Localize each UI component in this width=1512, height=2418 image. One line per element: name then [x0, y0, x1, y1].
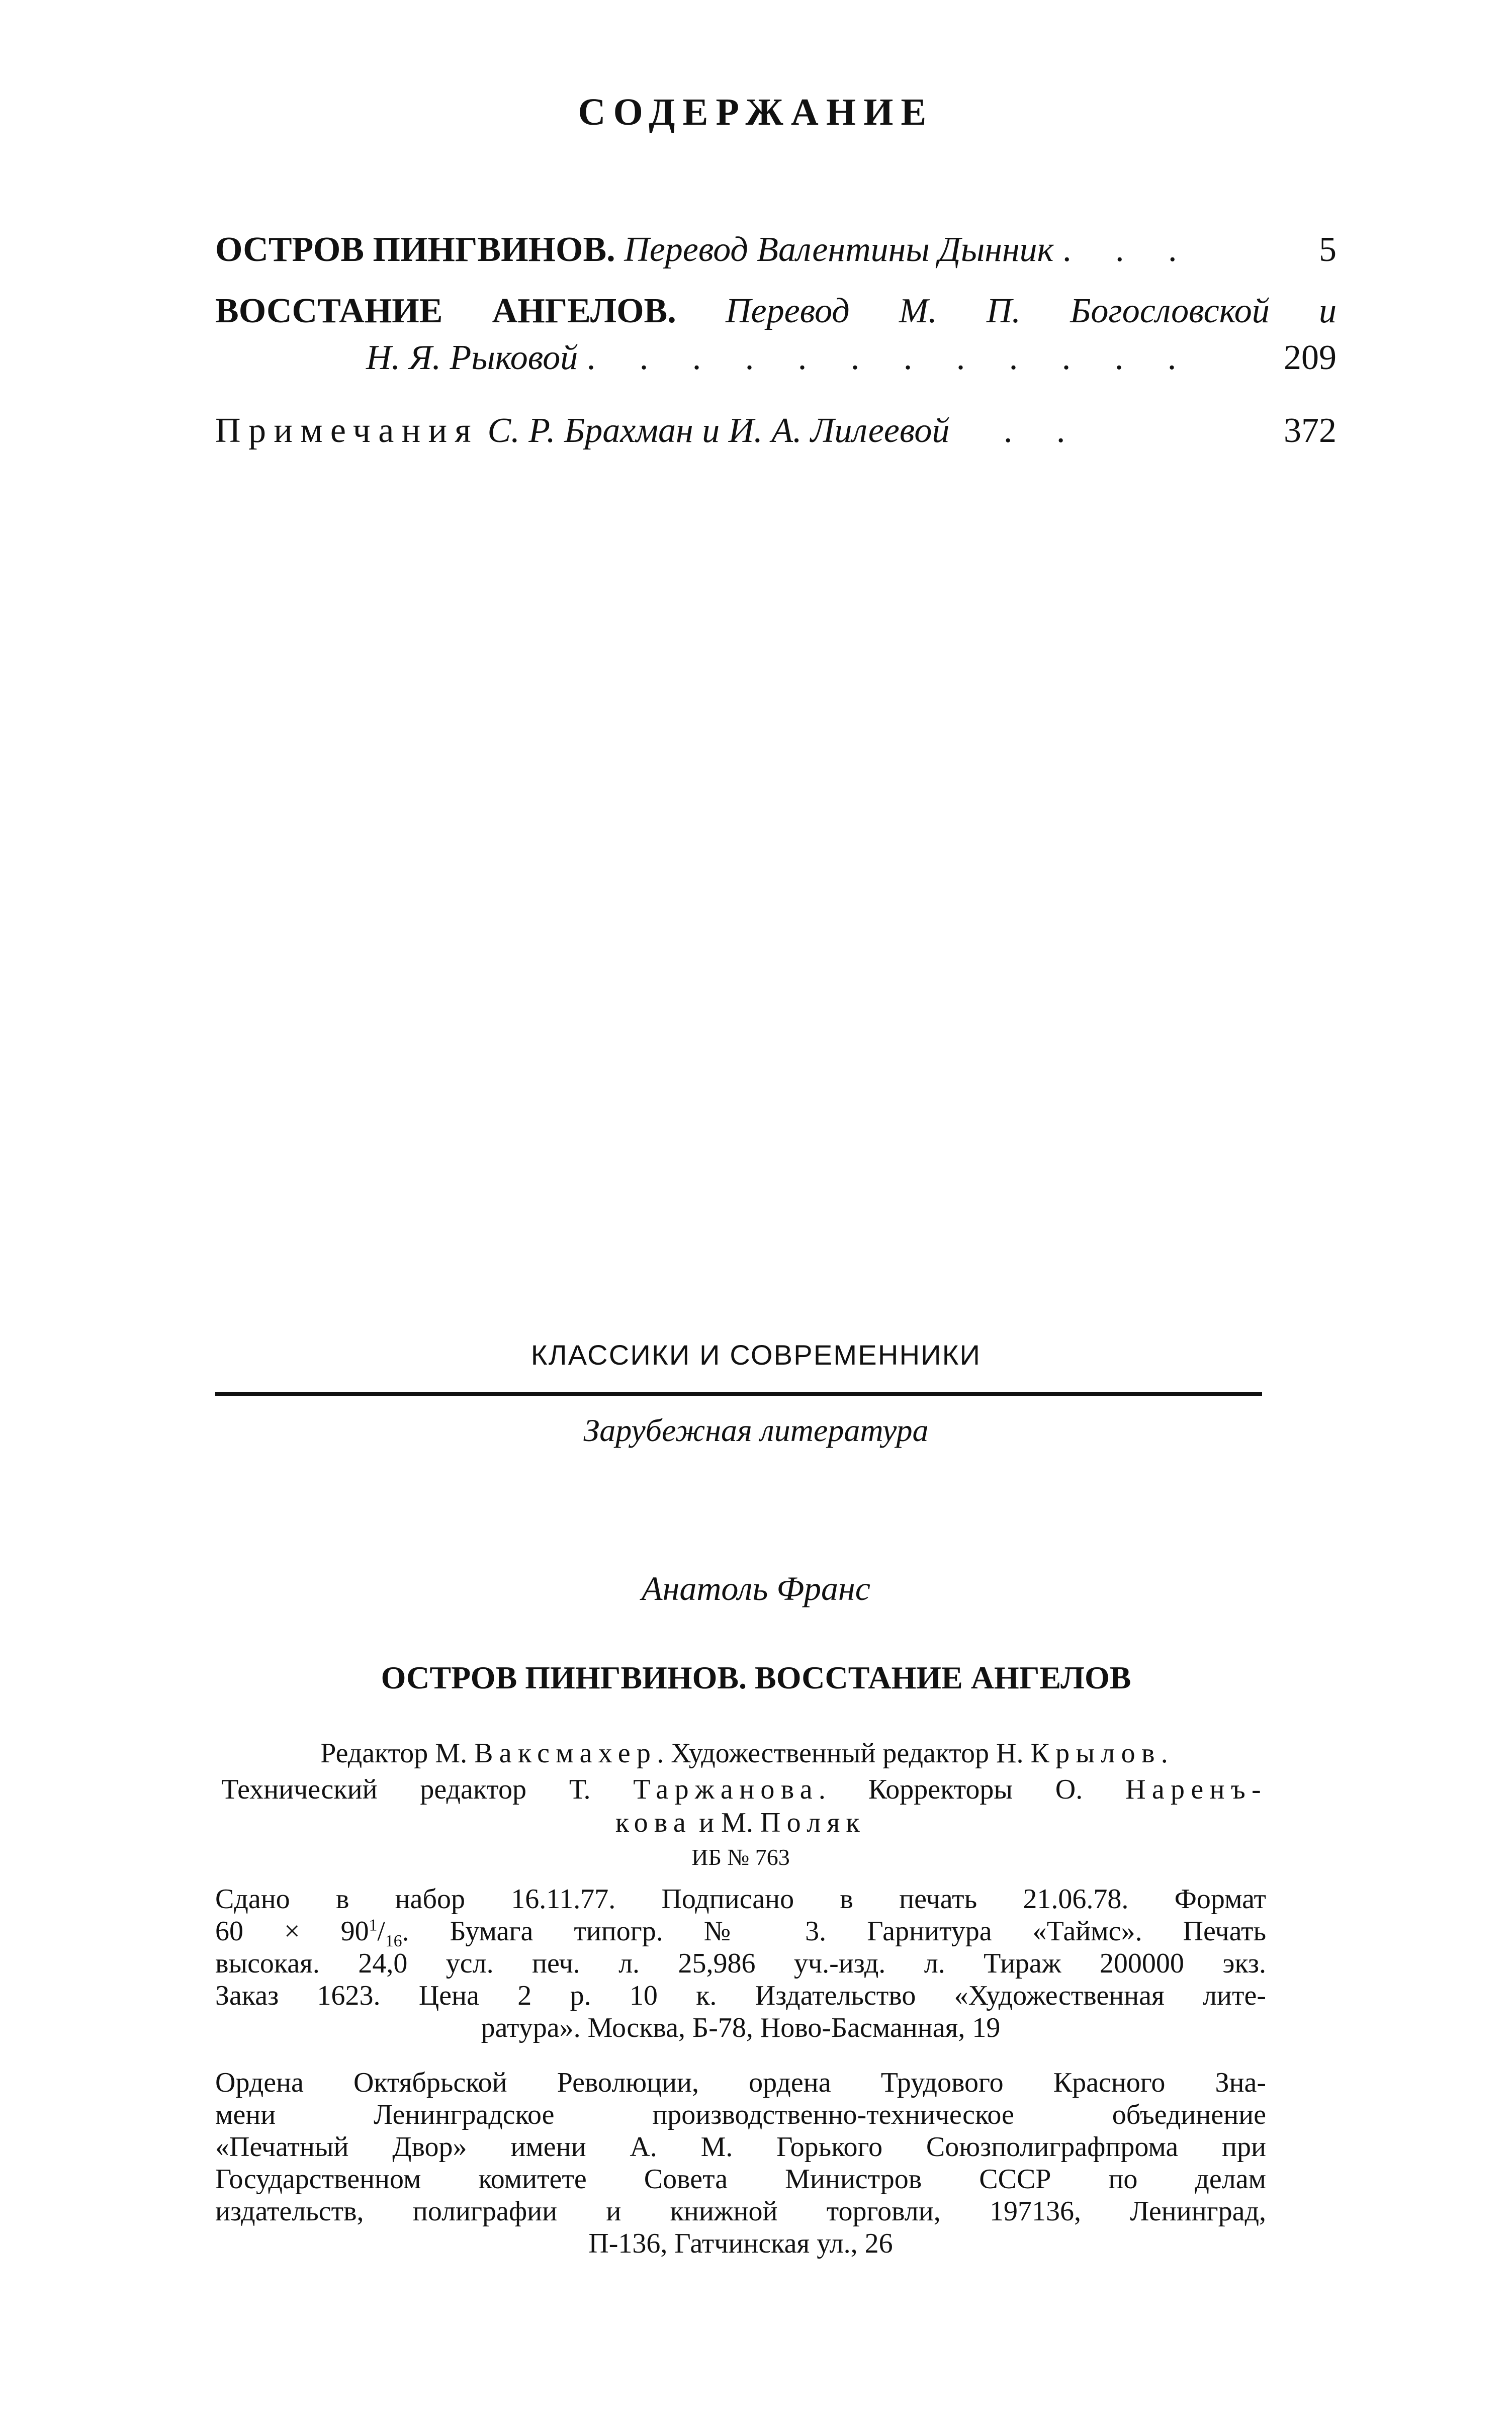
ib-number: ИБ № 763 [691, 1844, 790, 1870]
printer-line: мени Ленинградское производственно-техническое объединение [215, 2099, 1266, 2130]
editor-name: Поляк [760, 1807, 866, 1838]
editors-line [221, 1773, 1267, 1806]
print-details-line [215, 1915, 1266, 1951]
toc-credit: Перевод М. П. Богословской и [725, 292, 1337, 330]
print-details-line: высокая. 24,0 усл. печ. л. 25,986 уч.-изд. л. Тираж 200000 экз. [215, 1948, 1266, 1979]
toc-credit: Н. Я. Рыковой [366, 338, 578, 377]
editor-name: Крылов [1030, 1738, 1161, 1769]
print-details-line: Сдано в набор 16.11.77. Подписано в печать 21.06.78. Формат [215, 1884, 1266, 1915]
toc-entry [215, 226, 1337, 274]
print-details-text: . Бумага типогр. № 3. Гарнитура «Таймс». Печать [402, 1916, 1266, 1947]
toc-page-number: 209 [1284, 338, 1337, 377]
print-details-line: ратура». Москва, Б-78, Ново-Басманная, 19 [481, 2012, 1001, 2043]
editor-name: кова [615, 1807, 692, 1838]
toc-notes-label: Примечания [215, 411, 479, 450]
toc-work-title: ВОССТАНИЕ АНГЕЛОВ. [215, 292, 676, 330]
punctuation: . [1161, 1738, 1168, 1769]
editors-line [221, 1737, 1267, 1769]
toc-credit: С. Р. Брахман и И. А. Лилеевой [487, 411, 950, 450]
printer-line: Ордена Октябрьской Революции, ордена Трудового Красного Зна- [215, 2067, 1266, 2098]
editors-line [215, 1807, 1266, 1839]
toc-leader-dots: . . . [1062, 230, 1195, 269]
editor-name: Таржанова [633, 1774, 819, 1805]
editor-name: Ваксмахер [474, 1738, 657, 1769]
editor-role: Редактор М. [320, 1738, 468, 1769]
format-slash: / [377, 1916, 385, 1947]
editor-name: Наренъ- [1125, 1774, 1268, 1805]
toc-leader-dots: . . . . . . . . . . . . [586, 338, 1194, 377]
author-name: Анатоль Франс [642, 1569, 870, 1607]
book-title: ОСТРОВ ПИНГВИНОВ. ВОССТАНИЕ АНГЕЛОВ [381, 1660, 1131, 1695]
toc-work-title: ОСТРОВ ПИНГВИНОВ. [215, 230, 615, 269]
toc-leader-dots: . . [1003, 411, 1083, 450]
toc-page-number: 372 [1284, 411, 1337, 450]
toc-entry [215, 288, 1337, 335]
editor-role: Технический редактор Т. [221, 1774, 591, 1805]
printer-line: Государственном комитете Совета Министров СССР по делам [215, 2164, 1266, 2195]
format-superscript: 1 [369, 1916, 378, 1935]
series-subtitle: Зарубежная литература [583, 1412, 929, 1448]
toc-entry [215, 407, 1337, 455]
printer-line: П-136, Гатчинская ул., 26 [588, 2228, 893, 2259]
editor-role: . Корректоры О. [818, 1774, 1083, 1805]
series-divider [215, 1392, 1262, 1396]
toc-entry-continuation [366, 334, 1337, 382]
format-subscript: 16 [385, 1932, 402, 1951]
print-details-line: Заказ 1623. Цена 2 р. 10 к. Издательство «Художественная лите- [215, 1980, 1266, 2011]
toc-title: СОДЕРЖАНИЕ [578, 91, 934, 133]
toc-page-number: 5 [1319, 230, 1337, 269]
editor-role: и М. [699, 1807, 753, 1838]
series-title: КЛАССИКИ И СОВРЕМЕННИКИ [530, 1339, 982, 1371]
toc-credit: Перевод Валентины Дынник [624, 230, 1054, 269]
editor-role: . Художественный редактор Н. [657, 1738, 1024, 1769]
format-value: 60 × 90 [215, 1916, 369, 1947]
printer-line: издательств, полиграфии и книжной торговли, 197136, Ленинград, [215, 2196, 1266, 2227]
printer-line: «Печатный Двор» имени А. М. Горького Союзполиграфпрома при [215, 2131, 1266, 2163]
